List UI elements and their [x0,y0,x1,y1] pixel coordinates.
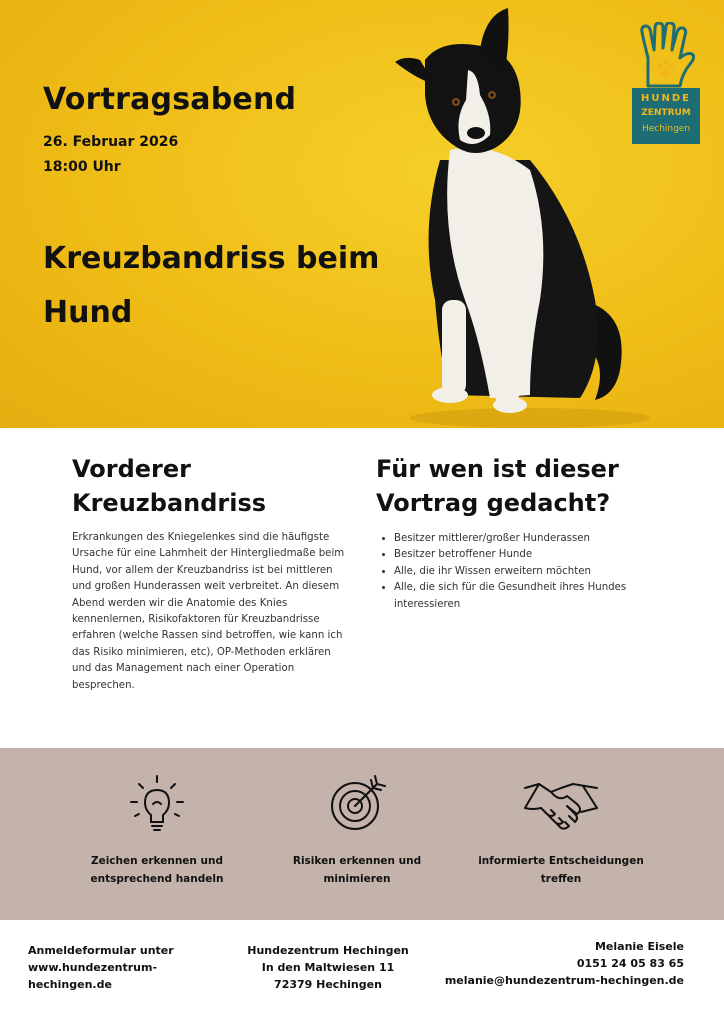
list-item: • Alle, die sich für die Gesundheit ihres Hundes interessieren [394,580,694,613]
benefit-label-line1: Risiken erkennen und [292,855,422,867]
lightbulb-icon [125,772,189,836]
address-city: 72379 Hechingen [274,978,382,991]
hero-banner [0,0,724,428]
border-collie-photo [380,0,670,428]
topic-title-line2: Hund [43,295,133,330]
benefit-label-line2: entsprechend handeln [90,873,224,885]
benefits-band [0,748,724,920]
address-street: In den Maltwiesen 11 [261,961,395,974]
benefit-label [257,852,457,888]
contact-email[interactable]: melanie@hundezentrum-hechingen.de [444,974,684,987]
logo-text-hunde: HUNDE [641,93,691,104]
registration-label: Anmeldeformular unter [28,944,174,957]
contact-phone[interactable]: 0151 24 05 83 65 [576,957,684,970]
benefit-risks [257,772,457,885]
list-item: • Besitzer betroffener Hunde [394,547,694,563]
benefit-label-line1: informierte Entscheidungen [478,855,644,867]
registration-url-part2[interactable]: hechingen.de [28,978,112,991]
address-name: Hundezentrum Hechingen [247,944,409,957]
benefit-label [57,852,257,888]
target-icon [325,772,389,836]
footer-contact [404,938,684,989]
description-paragraph: Erkrankungen des Kniegelenkes sind die häufigste Ursache für eine Lahmheit der Hintergliedmaße beim Hund, vor allem der Kreuzbandriss ist bei mittleren und großen Hunderassen weit verbreitet. An diesem Abend werden wir die Anatomie des Knies kennenlernen, Risikofaktoren für Kreuzbandrisse erfahren (welche Rassen sind betroffen, wie kann ich das Risiko minimieren, etc), OP-Methoden erklären und das Management nach einer Operation besprechen. [72,532,345,691]
audience-list [378,531,694,613]
logo-wordmark [632,88,700,144]
event-title: Vortragsabend [43,82,297,117]
logo-text-hechingen: Hechingen [641,124,691,134]
list-item: • Besitzer mittlerer/großer Hunderassen [394,531,694,547]
benefit-signs [57,772,257,885]
benefit-label [461,852,661,888]
list-item: • Alle, die ihr Wissen erweitern möchten [394,564,694,580]
section-heading-kreuzband [72,452,352,520]
logo-text-zentrum: ZENTRUM [641,108,691,118]
event-time: 18:00 Uhr [43,159,121,175]
heading-line1: Für wen ist dieser [376,455,619,483]
event-date: 26. Februar 2026 [43,134,179,150]
heading-line2: Vortrag gedacht? [376,489,611,517]
footer-address [228,942,428,993]
heading-line1: Vorderer [72,455,191,483]
benefit-label-line2: minimieren [323,873,391,885]
contact-name: Melanie Eisele [594,940,684,953]
section-heading-audience [376,452,676,520]
footer-registration [28,942,218,993]
hundezentrum-logo [632,22,700,144]
benefit-label-line2: treffen [540,873,582,885]
benefit-decisions [461,772,661,885]
registration-url-part1[interactable]: www.hundezentrum- [28,961,158,974]
benefit-label-line1: Zeichen erkennen und [90,855,224,867]
topic-title-line1: Kreuzbandriss beim [43,241,380,276]
handshake-icon [521,772,601,836]
heading-line2: Kreuzbandriss [72,489,267,517]
hand-paw-icon [632,22,700,88]
